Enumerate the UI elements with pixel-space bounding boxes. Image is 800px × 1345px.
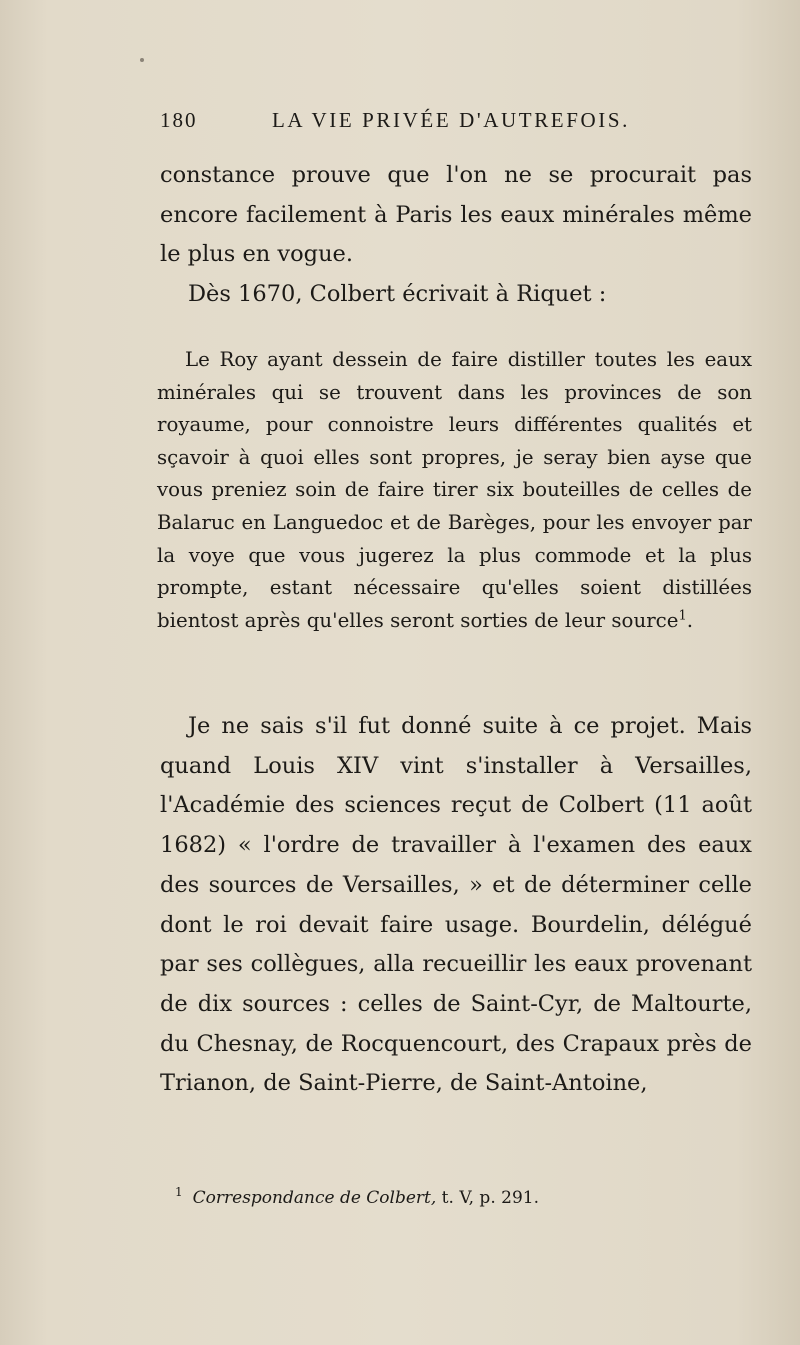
quoted-letter-end: .: [686, 608, 694, 632]
footnote: [175, 1186, 735, 1210]
paragraph-1-line-1: constance prouve que l'on ne se procurait pas encore facilement à Paris les eaux minérales même le plus en vogue.: [160, 162, 752, 268]
footnote-detail: t. V, p. 291.: [436, 1188, 539, 1208]
paragraph-1-line-2: Dès 1670, Colbert écrivait à Riquet :: [188, 281, 607, 308]
quoted-letter-text: Le Roy ayant dessein de faire distiller toutes les eaux minérales qui se trouvent dans les provinces de son royaume, pour connoistre leurs différentes qualités et sçavoir à quoi elles sont propres, je seray bien ayse que vous preniez soin de faire tirer six bouteilles de celles de Balaruc en Languedoc et de Barèges, pour les envoyer par la voye que vous jugerez la plus commode et la plus prompte, estant nécessaire qu'elles soient distillées bientost après qu'elles seront sorties de leur source: [157, 348, 752, 632]
quoted-letter: [157, 344, 752, 637]
running-title: LA VIE PRIVÉE D'AUTREFOIS.: [272, 108, 631, 132]
paper-speck: [140, 58, 144, 62]
footnote-mark: 1: [175, 1185, 183, 1200]
paragraph-2-text: Je ne sais s'il fut donné suite à ce projet. Mais quand Louis XIV vint s'installer à Versailles, l'Académie des sciences reçut de Colbert (11 août 1682) « l'ordre de travailler à l'examen des eaux des sources de Versailles, » et de déterminer celle dont le roi devait faire usage. Bourdelin, délégué par ses collègues, alla recueillir les eaux provenant de dix sources : celles de Saint-Cyr, de Maltourte, du Chesnay, de Rocquencourt, des Crapaux près de Trianon, de Saint-Pierre, de Saint-Antoine,: [160, 713, 752, 1097]
running-head: [160, 108, 650, 138]
footnote-reference[interactable]: 1: [678, 608, 687, 624]
page-number: 180: [160, 108, 198, 132]
paragraph-1: [160, 156, 752, 315]
footnote-source: Correspondance de Colbert,: [192, 1188, 437, 1208]
paragraph-2: [160, 707, 752, 1104]
